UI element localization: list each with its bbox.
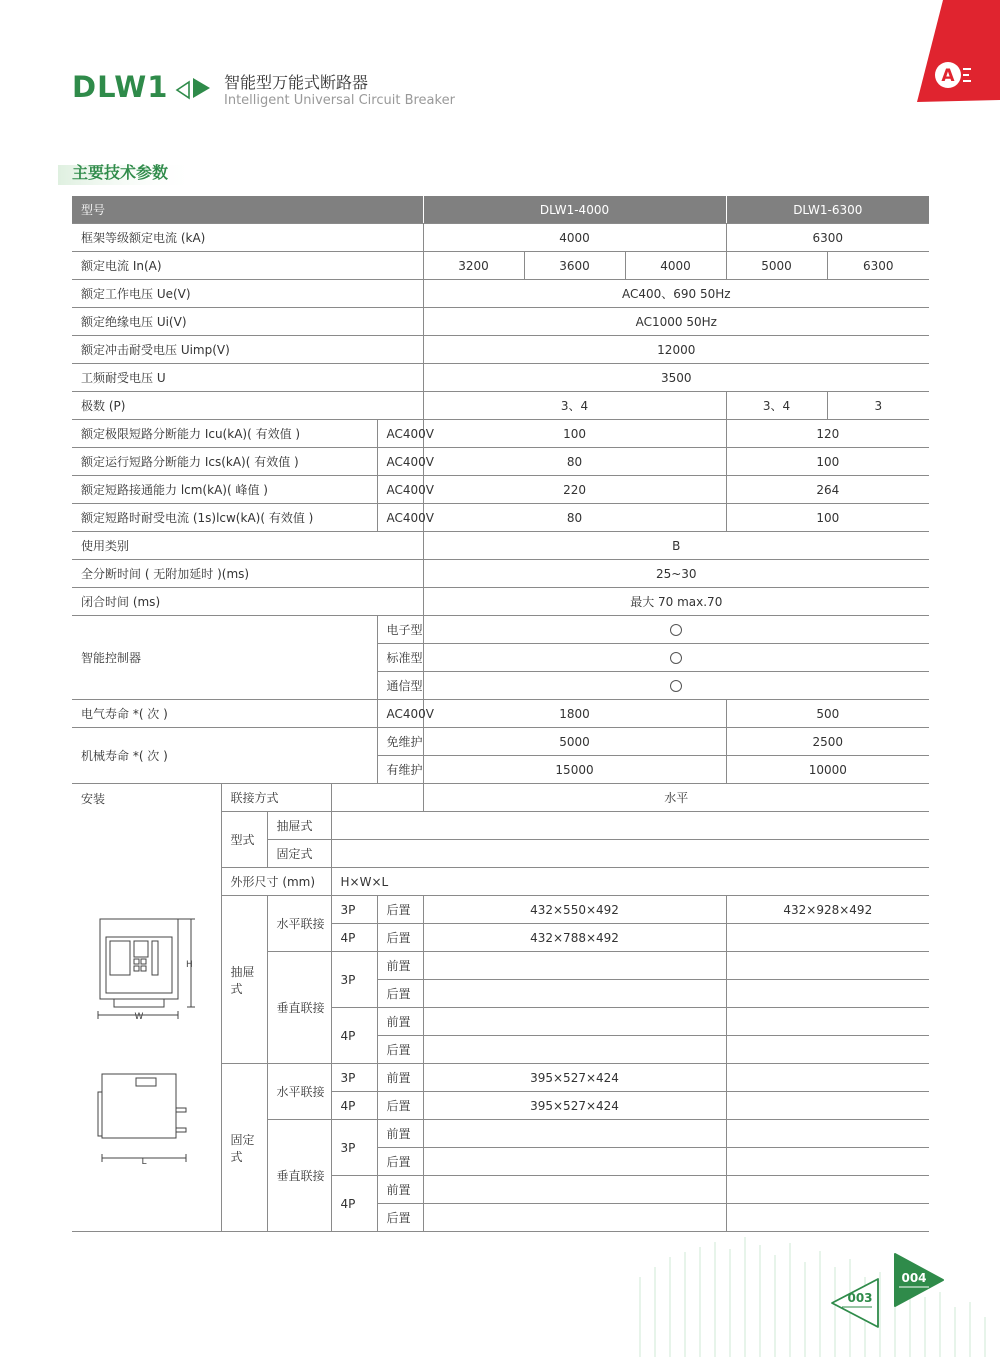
cell-value: 3600 (524, 252, 625, 280)
row-label: 额定绝缘电压 Ui(V) (72, 308, 423, 336)
width-label: W (134, 1012, 144, 1022)
cell-pole: 3P (331, 1120, 377, 1176)
table-row (72, 336, 929, 364)
row-label: 智能控制器 (72, 616, 377, 700)
cell-pole: 4P (331, 1008, 377, 1064)
cell-sub-label: 型式 (221, 812, 267, 868)
cell-value: 4000 (423, 224, 726, 252)
cell-value: 25~30 (423, 560, 929, 588)
table-row (72, 504, 929, 532)
cell-value: 6300 (827, 252, 929, 280)
header-model: 型号 (72, 196, 423, 224)
cell-sub-label: 抽屉式 (267, 812, 331, 840)
cell-value: 395×527×424 (423, 1064, 726, 1092)
cell-value: 264 (726, 476, 929, 504)
cell-value: AC400、690 50Hz (423, 280, 929, 308)
option-circle-icon (670, 680, 682, 692)
cell-value: 3500 (423, 364, 929, 392)
length-label: L (141, 1157, 147, 1167)
table-row (72, 224, 929, 252)
cell-sub-label: 水平联接 (267, 1064, 331, 1120)
cell-position: 前置 (377, 1120, 423, 1148)
cell-voltage: AC400V (377, 420, 423, 448)
cell-position: 后置 (377, 1036, 423, 1064)
row-label: 额定极限短路分断能力 Icu(kA)( 有效值 ) (72, 420, 377, 448)
next-page-marker[interactable] (893, 1252, 948, 1308)
cell-value: 432×928×492 (726, 896, 929, 924)
cell-value: 220 (423, 476, 726, 504)
cell-value: H×W×L (331, 868, 929, 896)
cell-voltage: AC400V (377, 448, 423, 476)
product-subtitle: Intelligent Universal Circuit Breaker (224, 93, 455, 108)
cell-pole: 4P (331, 924, 377, 952)
cell-sub-label: 水平联接 (267, 896, 331, 952)
cell-sub-label: 免维护 (377, 728, 423, 756)
cell-sub-label: 垂直联接 (267, 1120, 331, 1232)
table-row (72, 784, 929, 812)
cell-value: 3、4 (726, 392, 827, 420)
prev-page-marker[interactable] (828, 1277, 888, 1329)
install-label: 安装 (72, 784, 221, 1232)
play-arrow-icon (175, 76, 211, 104)
row-label: 框架等级额定电流 (kA) (72, 224, 423, 252)
row-label: 额定短路时耐受电流 (1s)lcw(kA)( 有效值 ) (72, 504, 377, 532)
prev-page-number: 003 (847, 1291, 873, 1305)
height-label: H (186, 960, 193, 970)
table-row (72, 532, 929, 560)
row-label: 额定冲击耐受电压 Uimp(V) (72, 336, 423, 364)
cell-pole: 4P (331, 1092, 377, 1120)
cell-position: 前置 (377, 1176, 423, 1204)
cell-position: 后置 (377, 980, 423, 1008)
row-label: 额定运行短路分断能力 Ics(kA)( 有效值 ) (72, 448, 377, 476)
row-label: 额定短路接通能力 lcm(kA)( 峰值 ) (72, 476, 377, 504)
row-label: 使用类别 (72, 532, 423, 560)
cell-value: 最大 70 max.70 (423, 588, 929, 616)
cell-value: 3、4 (423, 392, 726, 420)
table-row (72, 280, 929, 308)
spec-table (72, 196, 929, 1232)
cell-value: 15000 (423, 756, 726, 784)
row-label: 全分断时间 ( 无附加延时 )(ms) (72, 560, 423, 588)
cell-position: 后置 (377, 1204, 423, 1232)
cell-position: 前置 (377, 1008, 423, 1036)
controller-type: 标准型 (377, 644, 423, 672)
row-label: 额定工作电压 Ue(V) (72, 280, 423, 308)
brand-corner-badge (905, 0, 1000, 105)
cell-value: 432×788×492 (423, 924, 726, 952)
cell-value: 5000 (423, 728, 726, 756)
cell-sub-label: 外形尺寸 (mm) (221, 868, 331, 896)
table-row (72, 616, 929, 644)
table-row (72, 252, 929, 280)
table-row (72, 560, 929, 588)
cell-value: 500 (726, 700, 929, 728)
section-title: 主要技术参数 (72, 163, 169, 182)
model-logo: DLW1 (72, 70, 169, 104)
table-row (72, 588, 929, 616)
cell-value: B (423, 532, 929, 560)
cell-position: 后置 (377, 1148, 423, 1176)
cell-value: 3200 (423, 252, 524, 280)
row-label: 极数 (P) (72, 392, 423, 420)
cell-value: 120 (726, 420, 929, 448)
controller-type: 电子型 (377, 616, 423, 644)
table-row (72, 700, 929, 728)
table-row (72, 476, 929, 504)
option-circle-icon (670, 624, 682, 636)
next-page-number: 004 (901, 1271, 927, 1285)
header-dlw1-4000: DLW1-4000 (423, 196, 726, 224)
cell-value: 395×527×424 (423, 1092, 726, 1120)
cell-value: 水平 (423, 784, 929, 812)
cell-pole: 4P (331, 1176, 377, 1232)
cell-voltage: AC400V (377, 476, 423, 504)
cell-pole: 3P (331, 1064, 377, 1092)
cell-voltage: AC400V (377, 504, 423, 532)
cell-value: 3 (827, 392, 929, 420)
cell-position: 后置 (377, 1092, 423, 1120)
cell-value: 4000 (625, 252, 726, 280)
cell-value: 80 (423, 448, 726, 476)
product-title: 智能型万能式断路器 (224, 73, 369, 92)
table-row (72, 308, 929, 336)
cell-sub-label: 有维护 (377, 756, 423, 784)
cell-value: 100 (726, 448, 929, 476)
cell-value: 12000 (423, 336, 929, 364)
table-header-row (72, 196, 929, 224)
cell-position: 前置 (377, 952, 423, 980)
table-row (72, 448, 929, 476)
cell-value: 5000 (726, 252, 827, 280)
cell-value: 10000 (726, 756, 929, 784)
row-label: 工频耐受电压 U (72, 364, 423, 392)
table-row (72, 728, 929, 756)
table-row (72, 364, 929, 392)
controller-type: 通信型 (377, 672, 423, 700)
cell-value: 2500 (726, 728, 929, 756)
row-label: 电气寿命 *( 次 ) (72, 700, 377, 728)
cell-sub-label: 固定式 (267, 840, 331, 868)
cell-value: 432×550×492 (423, 896, 726, 924)
cell-value: AC1000 50Hz (423, 308, 929, 336)
row-label: 额定电流 In(A) (72, 252, 423, 280)
cell-sub-label: 联接方式 (221, 784, 331, 812)
cell-sub-label: 固定 式 (221, 1064, 267, 1232)
table-row (72, 420, 929, 448)
cell-position: 前置 (377, 1064, 423, 1092)
header-dlw1-6300: DLW1-6300 (726, 196, 929, 224)
cell-value: 100 (423, 420, 726, 448)
cell-position: 后置 (377, 896, 423, 924)
cell-pole: 3P (331, 896, 377, 924)
cell-voltage: AC400V (377, 700, 423, 728)
cell-value: 100 (726, 504, 929, 532)
table-row (72, 392, 929, 420)
cell-pole: 3P (331, 952, 377, 1008)
cell-value: 1800 (423, 700, 726, 728)
option-circle-icon (670, 652, 682, 664)
cell-sub-label: 垂直联接 (267, 952, 331, 1064)
cell-value: 6300 (726, 224, 929, 252)
row-label: 闭合时间 (ms) (72, 588, 423, 616)
row-label: 机械寿命 *( 次 ) (72, 728, 377, 784)
cell-value: 80 (423, 504, 726, 532)
cell-position: 后置 (377, 924, 423, 952)
cell-sub-label: 抽屉 式 (221, 896, 267, 1064)
brand-badge-letter: A (941, 66, 955, 86)
